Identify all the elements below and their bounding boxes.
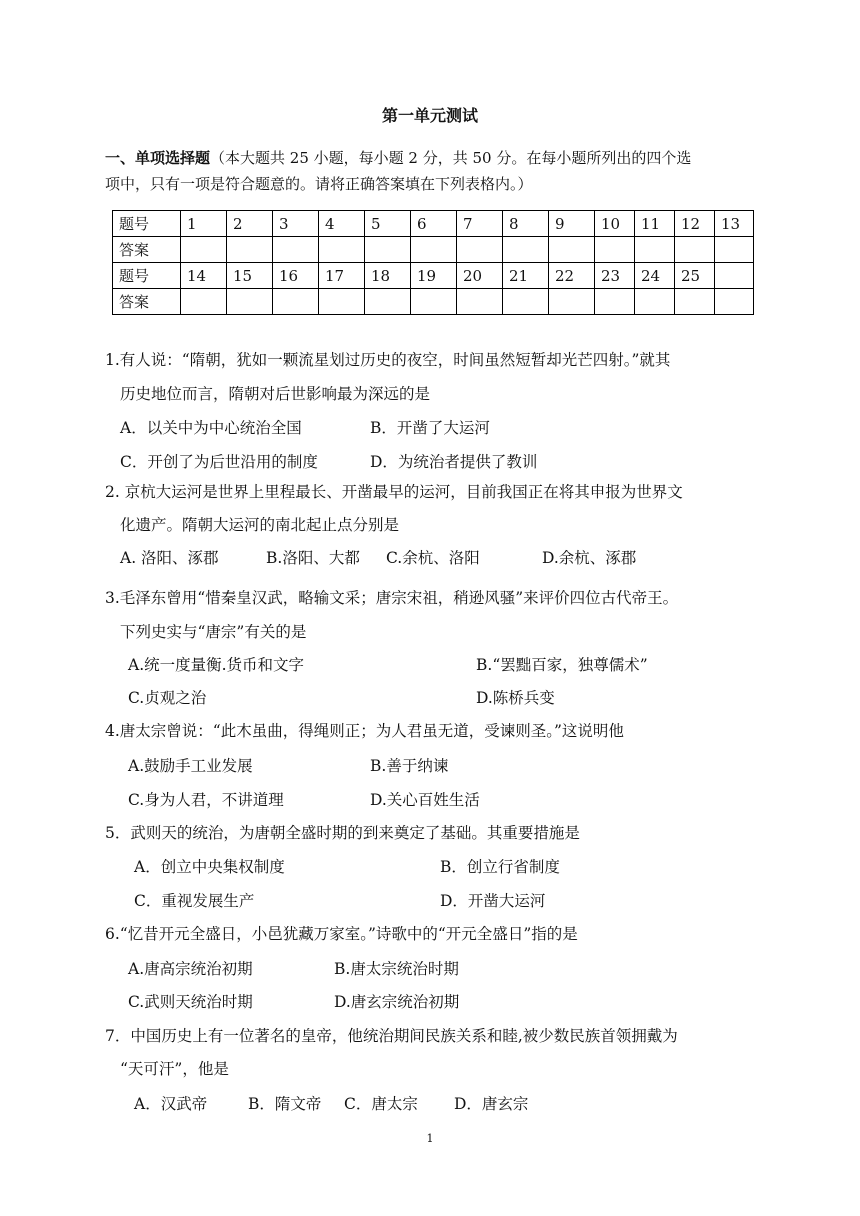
qnum-cell: 19 [411, 263, 457, 289]
qnum-cell: 7 [457, 211, 503, 237]
answer-cell[interactable] [635, 289, 675, 315]
table-row-question-numbers-2 [113, 263, 754, 289]
qnum-cell: 12 [675, 211, 715, 237]
question-3-line-2: 下列史实与“唐宗”有关的是 [120, 623, 307, 641]
qnum-cell: 6 [411, 211, 457, 237]
qnum-cell: 25 [675, 263, 715, 289]
instructions-line-1: （本大题共 25 小题，每小题 2 分，共 50 分。在每小题所列出的四个选 [210, 149, 692, 167]
section-heading: 一、单项选择题 [105, 149, 211, 167]
answer-cell[interactable] [549, 237, 595, 263]
question-5-line-1: 5．武则天的统治，为唐朝全盛时期的到来奠定了基础。其重要措施是 [105, 824, 580, 842]
answer-cell[interactable] [411, 237, 457, 263]
qnum-cell: 4 [319, 211, 365, 237]
table-row-answers-2 [113, 289, 754, 315]
answer-cell[interactable] [675, 237, 715, 263]
qnum-cell: 10 [595, 211, 635, 237]
qnum-cell: 5 [365, 211, 411, 237]
question-3-line-1: 3.毛泽东曾用“惜秦皇汉武，略输文采；唐宗宋祖，稍逊风骚”来评价四位古代帝王。 [105, 589, 679, 607]
label-answer: 答案 [113, 237, 181, 263]
qnum-cell: 8 [503, 211, 549, 237]
q4-option-c[interactable]: C.身为人君，不讲道理 [128, 791, 284, 809]
q3-option-c[interactable]: C.贞观之治 [128, 689, 207, 707]
q2-option-c[interactable]: C.余杭、洛阳 [386, 549, 480, 567]
answer-cell[interactable] [635, 237, 675, 263]
qnum-cell: 17 [319, 263, 365, 289]
q1-option-c[interactable]: C．开创了为后世沿用的制度 [120, 453, 318, 471]
qnum-cell: 14 [181, 263, 227, 289]
qnum-cell: 24 [635, 263, 675, 289]
answer-cell[interactable] [715, 237, 754, 263]
q3-option-b[interactable]: B.“罢黜百家，独尊儒术” [476, 656, 648, 674]
q2-option-d[interactable]: D.余杭、涿郡 [542, 549, 637, 567]
qnum-cell: 22 [549, 263, 595, 289]
q2-option-b[interactable]: B.洛阳、大都 [266, 549, 360, 567]
answer-cell[interactable] [227, 289, 273, 315]
answer-cell[interactable] [715, 289, 754, 315]
q4-option-b[interactable]: B.善于纳谏 [370, 757, 449, 775]
answer-cell[interactable] [273, 289, 319, 315]
qnum-cell: 18 [365, 263, 411, 289]
q7-option-b[interactable]: B．隋文帝 [248, 1095, 322, 1113]
qnum-cell: 13 [715, 211, 754, 237]
answer-cell[interactable] [319, 237, 365, 263]
qnum-cell: 21 [503, 263, 549, 289]
q6-option-c[interactable]: C.武则天统治时期 [128, 993, 253, 1011]
q1-option-d[interactable]: D．为统治者提供了教训 [370, 453, 538, 471]
q3-option-a[interactable]: A.统一度量衡.货币和文字 [128, 656, 305, 674]
qnum-cell: 3 [273, 211, 319, 237]
table-row-question-numbers-1 [113, 211, 754, 237]
instructions-line-2: 项中，只有一项是符合题意的。请将正确答案填在下列表格内。） [105, 175, 533, 193]
q7-option-a[interactable]: A．汉武帝 [134, 1095, 208, 1113]
label-question: 题号 [113, 263, 181, 289]
question-1-line-2: 历史地位而言，隋朝对后世影响最为深远的是 [120, 385, 431, 403]
question-7-line-1: 7．中国历史上有一位著名的皇帝，他统治期间民族关系和睦,被少数民族首领拥戴为 [105, 1027, 678, 1045]
qnum-cell: 23 [595, 263, 635, 289]
answer-cell[interactable] [503, 289, 549, 315]
answer-cell[interactable] [595, 237, 635, 263]
qnum-cell: 2 [227, 211, 273, 237]
answer-cell[interactable] [319, 289, 365, 315]
answer-cell[interactable] [181, 289, 227, 315]
question-2-line-1: 2. 京杭大运河是世界上里程最长、开凿最早的运河，目前我国正在将其申报为世界文 [105, 483, 683, 501]
answer-cell[interactable] [365, 289, 411, 315]
q7-option-d[interactable]: D．唐玄宗 [454, 1095, 529, 1113]
question-7-line-2: “天可汗”，他是 [120, 1060, 229, 1078]
answer-cell[interactable] [227, 237, 273, 263]
answer-cell[interactable] [675, 289, 715, 315]
q5-option-b[interactable]: B．创立行省制度 [440, 858, 560, 876]
qnum-cell: 1 [181, 211, 227, 237]
page-title: 第一单元测试 [381, 106, 478, 125]
q5-option-d[interactable]: D．开凿大运河 [440, 892, 546, 910]
q1-option-a[interactable]: A．以关中为中心统治全国 [120, 419, 302, 437]
qnum-cell: 20 [457, 263, 503, 289]
q6-option-d[interactable]: D.唐玄宗统治初期 [334, 993, 460, 1011]
answer-table [112, 210, 754, 315]
q6-option-a[interactable]: A.唐高宗统治初期 [128, 960, 253, 978]
answer-cell[interactable] [365, 237, 411, 263]
answer-cell[interactable] [595, 289, 635, 315]
answer-cell[interactable] [411, 289, 457, 315]
page-number: 1 [426, 1132, 434, 1145]
answer-cell[interactable] [503, 237, 549, 263]
q5-option-c[interactable]: C．重视发展生产 [134, 892, 255, 910]
answer-cell[interactable] [457, 237, 503, 263]
question-4-line-1: 4.唐太宗曾说：“此木虽曲，得绳则正；为人君虽无道，受谏则圣。”这说明他 [105, 722, 624, 740]
q5-option-a[interactable]: A．创立中央集权制度 [134, 858, 285, 876]
label-question: 题号 [113, 211, 181, 237]
answer-cell[interactable] [457, 289, 503, 315]
qnum-cell: 11 [635, 211, 675, 237]
question-6-line-1: 6.“忆昔开元全盛日，小邑犹藏万家室。”诗歌中的“开元全盛日”指的是 [105, 925, 578, 943]
qnum-cell: 9 [549, 211, 595, 237]
q4-option-d[interactable]: D.关心百姓生活 [370, 791, 480, 809]
q3-option-d[interactable]: D.陈桥兵变 [476, 689, 555, 707]
q7-option-c[interactable]: C．唐太宗 [344, 1095, 418, 1113]
qnum-cell [715, 263, 754, 289]
section-instructions [105, 145, 765, 197]
qnum-cell: 16 [273, 263, 319, 289]
q6-option-b[interactable]: B.唐太宗统治时期 [334, 960, 459, 978]
q2-option-a[interactable]: A. 洛阳、涿郡 [120, 549, 219, 567]
label-answer: 答案 [113, 289, 181, 315]
question-1-line-1: 1.有人说：“隋朝，犹如一颗流星划过历史的夜空，时间虽然短暂却光芒四射。”就其 [105, 351, 671, 369]
question-2-line-2: 化遗产。隋朝大运河的南北起止点分别是 [120, 516, 400, 534]
qnum-cell: 15 [227, 263, 273, 289]
answer-cell[interactable] [181, 237, 227, 263]
answer-cell[interactable] [549, 289, 595, 315]
table-row-answers-1 [113, 237, 754, 263]
answer-cell[interactable] [273, 237, 319, 263]
q4-option-a[interactable]: A.鼓励手工业发展 [128, 757, 253, 775]
q1-option-b[interactable]: B．开凿了大运河 [370, 419, 490, 437]
